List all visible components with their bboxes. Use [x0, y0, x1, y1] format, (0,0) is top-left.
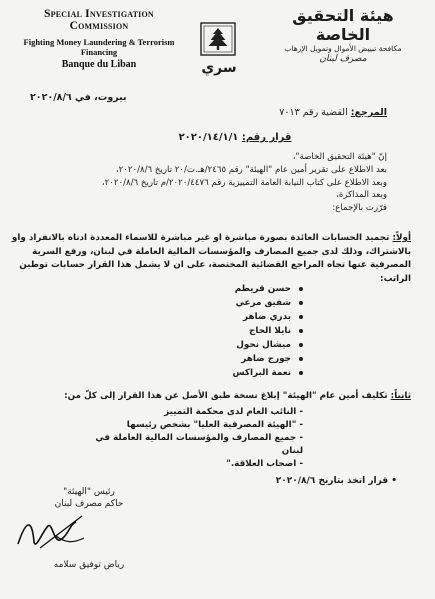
section-two: [11, 390, 411, 403]
recipients-list: [73, 406, 303, 471]
org-name-ar: هيئة التحقيق الخاصة: [292, 6, 394, 44]
cedar-emblem-icon: [200, 22, 236, 56]
signer-position: حاكم مصرف لبنان: [54, 499, 124, 509]
list-item: جورج ضاهر: [183, 352, 303, 366]
org-name-en: Special Investigation Commission: [44, 8, 154, 32]
decision-date-line: • قرار اتخذ بتاريخ ٢٠٢٠/٨/٦: [275, 476, 397, 486]
signer-role: رئيس "الهيئة": [63, 487, 115, 497]
reference-value: القضية رقم ٧٠١٣: [279, 107, 348, 118]
list-item: - النائب العام لدى محكمة التمييز: [164, 407, 303, 417]
preamble-line: بعد الاطلاع على تقرير أمين عام "الهيئة" رقم ٢٤٦٥/هـ.ت/٢٠ تاريخ ٢٠٢٠/٨/٦،: [115, 164, 387, 175]
list-item: نعمة البراكس: [183, 366, 303, 380]
classification-label: سري: [201, 60, 237, 76]
list-item: بدري ضاهر: [183, 310, 303, 324]
preamble-line: وبعد المذاكرة،: [336, 190, 387, 201]
bank-name-en: Banque du Liban: [61, 59, 137, 70]
names-list: [183, 282, 303, 380]
preamble-line: إنّ "هيئة التحقيق الخاصة"،: [292, 152, 387, 162]
letterhead-english: [14, 8, 184, 70]
decision-number: [150, 132, 320, 143]
org-mandate-ar: مكافحة تبييض الأموال وتمويل الإرهاب: [284, 44, 402, 53]
section-one: [11, 232, 411, 286]
preamble-line: وبعد الاطلاع على كتاب النيابة العامة التمييزية رقم ٢٠٢٠/٤٤٧٦/م تاريخ ٢٠٢٠/٨/٦،: [101, 177, 387, 188]
section-one-label: أولاً:: [392, 233, 411, 243]
handwritten-signature: [12, 512, 122, 552]
signer-name: رياض توفيق سلامه: [53, 560, 125, 570]
decision-label: قرار رقم:: [241, 132, 292, 143]
list-item: نايلا الحاج: [183, 324, 303, 338]
list-item: - جميع المصارف والمؤسسات المالية العاملة في لبنان: [95, 433, 303, 456]
section-two-label: ثانياً:: [390, 391, 411, 401]
reference-label: المرجع:: [350, 107, 387, 118]
section-one-text: تجميد الحسابات العائدة بصورة مباشرة او غير مباشرة للاسماء المعددة ادناه بالانفراد واو بالاشتراك، وذلك لدى جميع المصارف والمؤسسات المالية العاملة في لبنان، ورفع السرية المصرفية عنها تجاه المراجع القضائية المختصة، على ان لا يشمل هذا القرار حسابات توطين الراتب:: [11, 233, 411, 284]
signer-title: [44, 486, 134, 510]
document-date: بيروت، في ٢٠٢٠/٨/٦: [30, 92, 127, 103]
letterhead-arabic: [263, 6, 423, 64]
org-mandate-en: Fighting Money Laundering & Terrorism Financing: [23, 37, 175, 57]
reference-line: [279, 107, 387, 118]
preamble: [67, 151, 387, 215]
preamble-line: قرّرت بالإجماع:: [332, 203, 387, 214]
list-item: - "الهيئة المصرفية العليا" بشخص رئيسها: [126, 420, 303, 430]
bank-name-ar: مصرف لبنان: [319, 54, 367, 64]
list-item: ميشال نحول: [183, 338, 303, 352]
list-item: شفيق مرعي: [183, 296, 303, 310]
list-item: حسن قريطم: [183, 282, 303, 296]
section-two-text: تكليف أمين عام "الهيئة" إبلاغ نسخة طبق الأصل عن هذا القرار إلى كلّ من:: [64, 391, 388, 401]
decision-value: ٢٠٢٠/١٤/١/١: [178, 132, 239, 143]
list-item: - اصحاب العلاقة.": [226, 459, 303, 469]
